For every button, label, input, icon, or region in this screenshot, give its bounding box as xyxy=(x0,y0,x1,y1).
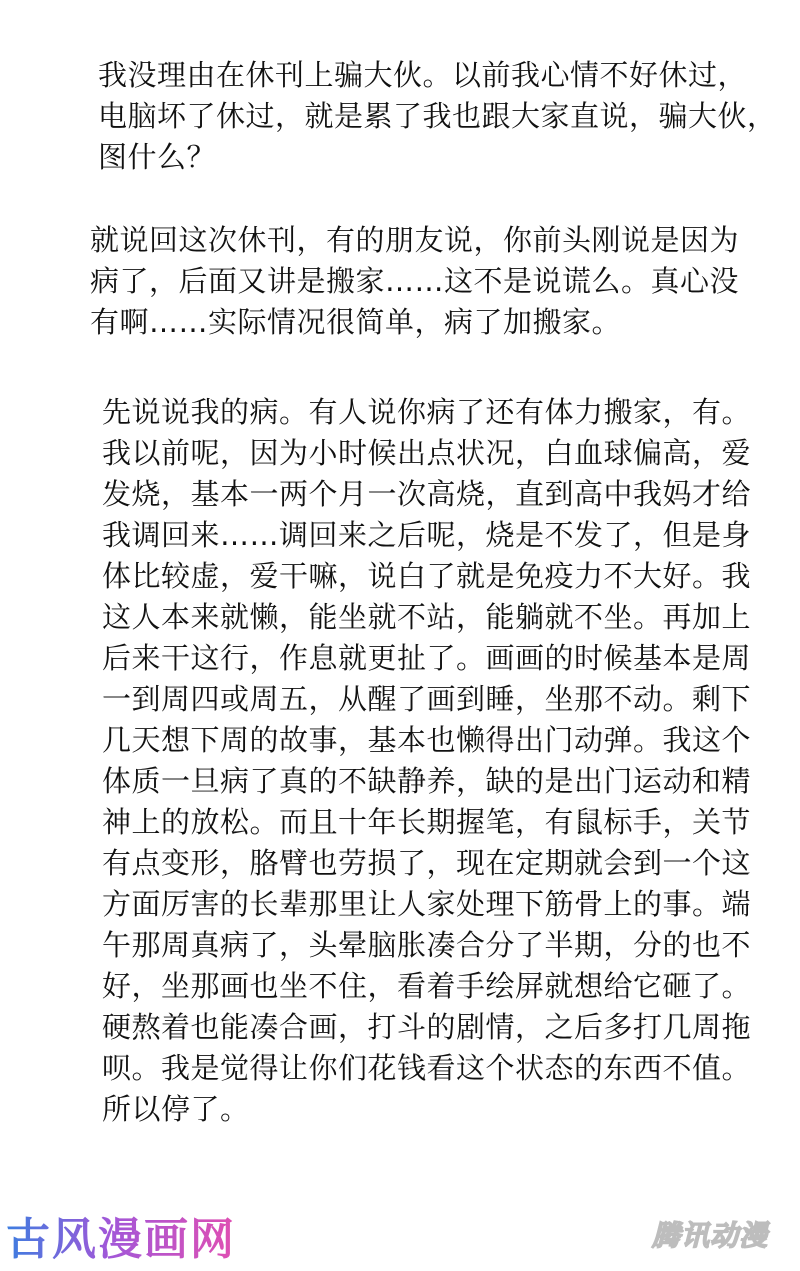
text-line: 病了，后面又讲是搬家……这不是说谎么。真心没 xyxy=(90,264,740,298)
watermark-tencent-comic-logo: 腾讯动漫 xyxy=(652,1219,769,1252)
text-line: 后来干这行，作息就更扯了。画画的时候基本是周 xyxy=(102,641,752,675)
text-line: 好，坐那画也坐不住，看着手绘屏就想给它砸了。 xyxy=(102,969,752,1003)
text-line: 有啊……实际情况很简单，病了加搬家。 xyxy=(90,305,622,339)
text-line: 硬熬着也能凑合画，打斗的剧情，之后多打几周拖 xyxy=(102,1010,752,1044)
watermark-gufeng-logo: 古风漫画网 xyxy=(6,1212,236,1268)
text-line: 我以前呢，因为小时候出点状况，白血球偏高，爱 xyxy=(102,436,752,470)
text-line: 有点变形，胳臂也劳损了，现在定期就会到一个这 xyxy=(102,846,752,880)
text-line: 图什么？ xyxy=(98,140,217,174)
text-line: 所以停了。 xyxy=(102,1092,250,1126)
text-line: 神上的放松。而且十年长期握笔，有鼠标手，关节 xyxy=(102,805,752,839)
text-line: 发烧，基本一两个月一次高烧，直到高中我妈才给 xyxy=(102,477,752,511)
text-line: 体比较虚，爱干嘛，说白了就是免疫力不大好。我 xyxy=(102,559,752,593)
paragraph-1 xyxy=(98,55,777,178)
text-line: 电脑坏了休过，就是累了我也跟大家直说，骗大伙， xyxy=(98,99,777,133)
paragraph-3 xyxy=(102,392,751,1130)
text-line: 一到周四或周五，从醒了画到睡，坐那不动。剩下 xyxy=(102,682,752,716)
text-line: 这人本来就懒，能坐就不站，能躺就不坐。再加上 xyxy=(102,600,752,634)
text-line: 我调回来……调回来之后呢，烧是不发了，但是身 xyxy=(102,518,752,552)
text-line: 体质一旦病了真的不缺静养，缺的是出门运动和精 xyxy=(102,764,752,798)
text-line: 就说回这次休刊，有的朋友说，你前头刚说是因为 xyxy=(90,223,740,257)
text-line: 先说说我的病。有人说你病了还有体力搬家，有。 xyxy=(102,395,752,429)
text-line: 我没理由在休刊上骗大伙。以前我心情不好休过， xyxy=(98,58,748,92)
text-line: 几天想下周的故事，基本也懒得出门动弹。我这个 xyxy=(102,723,752,757)
paragraph-2 xyxy=(90,220,739,343)
text-line: 方面厉害的长辈那里让人家处理下筋骨上的事。端 xyxy=(102,887,752,921)
text-line: 呗。我是觉得让你们花钱看这个状态的东西不值。 xyxy=(102,1051,752,1085)
text-line: 午那周真病了，头晕脑胀凑合分了半期，分的也不 xyxy=(102,928,752,962)
